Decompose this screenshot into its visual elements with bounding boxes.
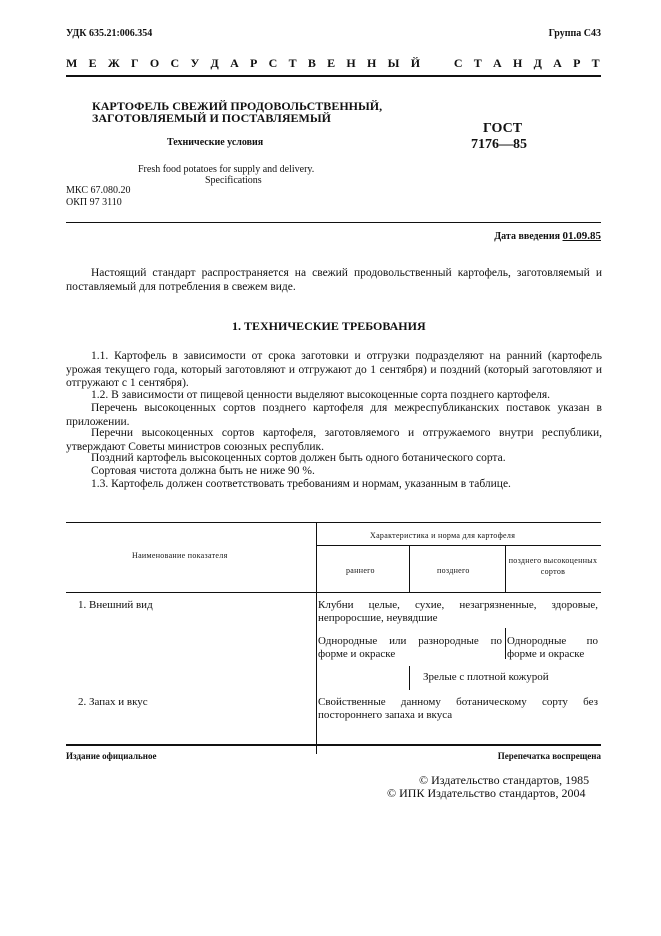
banner-letter: Т <box>288 56 297 70</box>
header-valuable: позднего высокоценных сортов <box>508 556 598 576</box>
table-group-rule <box>316 545 601 546</box>
banner-letter: Т <box>591 56 600 70</box>
banner-letter: У <box>190 56 200 70</box>
table-header-rule <box>66 592 601 593</box>
banner-letter: А <box>230 56 239 70</box>
paragraph-1-3: 1.3. Картофель должен соответствовать требованиям и нормам, указанным в таблице. <box>91 478 511 490</box>
banner-letter: С <box>453 56 463 70</box>
copyright-2004: © ИПК Издательство стандартов, 2004 <box>387 786 586 800</box>
banner-letter: Е <box>88 56 97 70</box>
title-rule <box>66 222 601 223</box>
banner-letter: О <box>149 56 160 70</box>
copyright-1985: © Издательство стандартов, 1985 <box>419 773 590 787</box>
table-subcol-divider-2 <box>505 545 506 592</box>
subtitle: Технические условия <box>167 137 264 148</box>
banner-letter: Й <box>410 56 421 70</box>
intro-date-value: 01.09.85 <box>562 230 601 242</box>
table-row-divider-valuable <box>505 628 506 659</box>
row-appearance-late-valuable: Зрелые с плотной кожурой <box>423 671 549 683</box>
english-title-1: Fresh food potatoes for supply and delivery. <box>138 164 315 175</box>
reprint-prohibited: Перепечатка воспрещена <box>497 751 601 761</box>
banner-letter: Н <box>346 56 356 70</box>
banner-letter: С <box>170 56 180 70</box>
okp-code: ОКП 97 3110 <box>66 197 122 208</box>
banner-letter: С <box>268 56 278 70</box>
mks-code: МКС 67.080.20 <box>66 185 131 196</box>
banner-letter: Д <box>533 56 542 70</box>
table-top-rule <box>66 522 601 523</box>
title-line-2: ЗАГОТОВЛЯЕМЫЙ И ПОСТАВЛЯЕМЫЙ <box>92 111 331 125</box>
udk-code: УДК 635.21:006.354 <box>66 28 153 39</box>
row-appearance-all: Клубни целые, сухие, незагрязненные, здоровые, непроросшие, неувядшие <box>318 599 598 624</box>
intro-paragraph: Настоящий стандарт распространяется на свежий продовольственный картофель, заготовляемый и поставляемый для потребления в свежем виде. <box>66 267 602 293</box>
banner-letter: Ж <box>107 56 120 70</box>
banner-letter: Н <box>367 56 377 70</box>
banner-letter: Р <box>250 56 258 70</box>
gost-label: ГОСТ <box>483 121 523 136</box>
header-rule <box>66 75 601 77</box>
intro-date <box>494 230 601 242</box>
row-smell-all: Свойственные данному ботаническому сорту без постороннего запаха и вкуса <box>318 696 598 721</box>
banner-letter: Г <box>131 56 139 70</box>
group-code: Группа С43 <box>548 28 601 39</box>
english-title-2: Specifications <box>205 175 262 186</box>
title-line-1: КАРТОФЕЛЬ СВЕЖИЙ ПРОДОВОЛЬСТВЕННЫЙ, <box>92 99 383 113</box>
paragraph-republics: Перечни высокоценных сортов картофеля, заготовляемого и отгружаемого внутри республики, утверждают Советы министров союзных республик. <box>66 427 602 453</box>
header-late: позднего <box>437 566 470 575</box>
section-title: 1. ТЕХНИЧЕСКИЕ ТРЕБОВАНИЯ <box>232 319 426 333</box>
gost-number: 7176—85 <box>471 137 527 152</box>
header-characteristic: Характеристика и норма для картофеля <box>370 531 516 540</box>
table-subcol-divider-1 <box>409 545 410 592</box>
intro-date-label: Дата введения <box>494 231 560 242</box>
paragraph-1-1: 1.1. Картофель в зависимости от срока заготовки и отгрузки подразделяют на ранний (картофель урожая текущего года, который заготовляют и отгружают до 1 сентября) и поздний (который заготовляют и отгружают с 1 сентября). <box>66 350 602 389</box>
table-row-divider-late <box>409 666 410 690</box>
row-appearance-valuable: Однородные по форме и окраске <box>507 635 598 660</box>
banner-letter: Т <box>473 56 482 70</box>
banner-letter: Р <box>573 56 581 70</box>
banner-letter: Е <box>327 56 336 70</box>
header-indicator: Наименование показателя <box>132 551 228 560</box>
table-col-divider <box>316 522 317 754</box>
banner-letter: Ы <box>387 56 400 70</box>
banner-letter: А <box>493 56 502 70</box>
row-smell-name: 2. Запах и вкус <box>78 696 148 708</box>
paragraph-one-variety: Поздний картофель высокоценных сортов должен быть одного ботанического сорта. <box>91 452 506 464</box>
banner-letter: А <box>553 56 562 70</box>
paragraph-1-2: 1.2. В зависимости от пищевой ценности выделяют высокоценные сорта позднего картофеля. <box>91 389 551 401</box>
paragraph-purity: Сортовая чистота должна быть не ниже 90 %. <box>91 465 315 477</box>
banner-letter: Н <box>512 56 523 70</box>
official-edition: Издание официальное <box>66 751 157 761</box>
banner-letter: М <box>66 56 78 70</box>
header-early: раннего <box>346 566 375 575</box>
banner-letter: Д <box>210 56 219 70</box>
paragraph-appendix: Перечень высокоценных сортов позднего картофеля для межреспубликанских поставок указан в приложении. <box>66 402 602 428</box>
interstate-standard-banner <box>66 56 600 71</box>
row-appearance-name: 1. Внешний вид <box>78 599 153 611</box>
footer-rule <box>66 744 601 746</box>
banner-letter: В <box>307 56 316 70</box>
row-appearance-early-late: Однородные или разнородные по форме и окраске <box>318 635 502 660</box>
